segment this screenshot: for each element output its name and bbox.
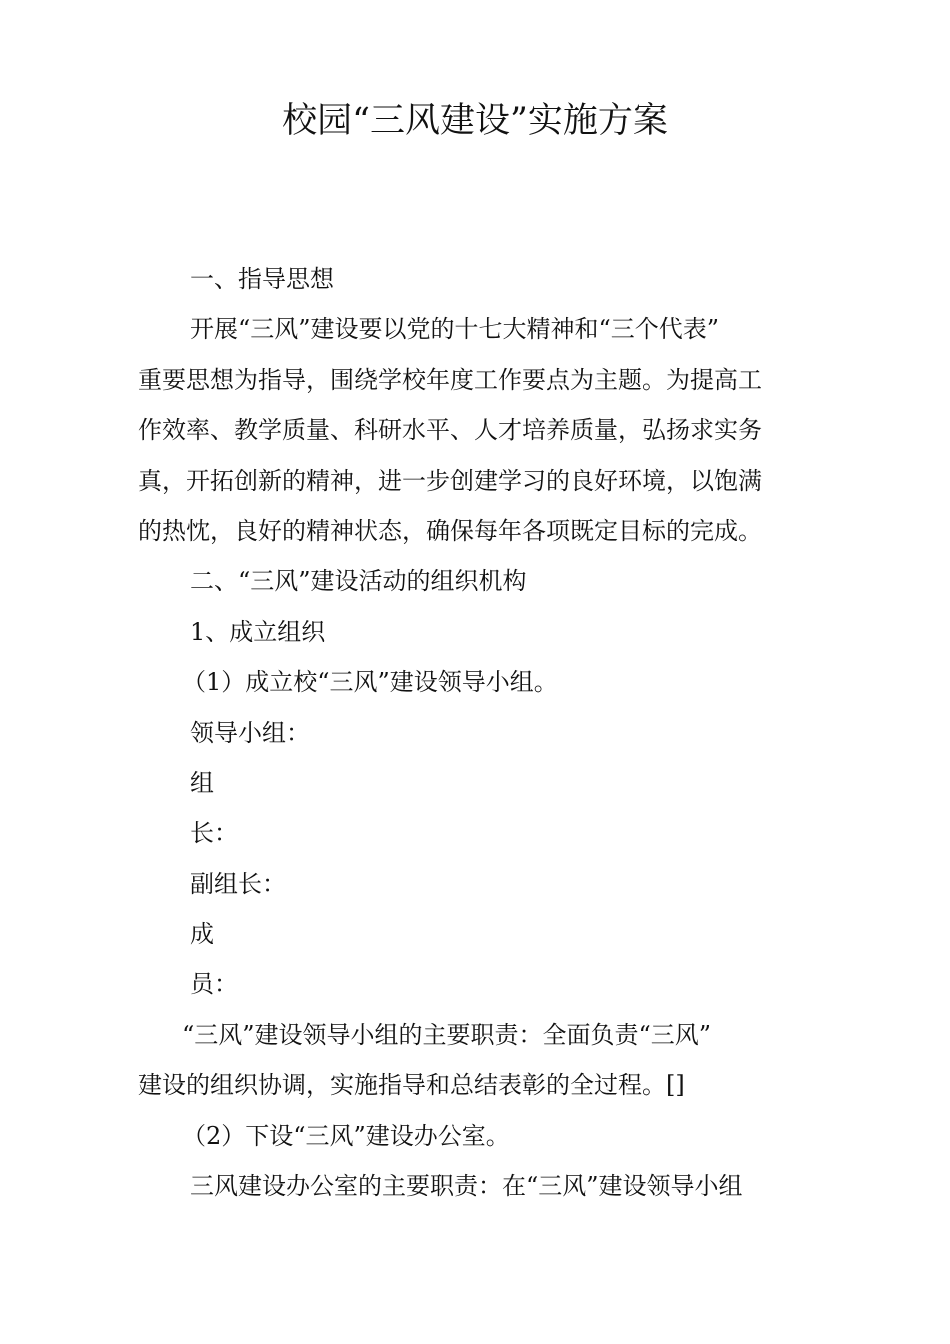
document-title: 校园“三风建设”实施方案 <box>282 101 668 141</box>
section-heading: 二、“三风”建设活动的组织机构 <box>190 567 527 596</box>
item-line: 长： <box>190 819 238 848</box>
paragraph-line: 真，开拓创新的精神，进一步创建学习的良好环境，以饱满 <box>138 466 762 495</box>
item-line: 副组长： <box>190 869 286 898</box>
item-line: 组 <box>190 768 214 797</box>
paragraph-line: 的热忱，良好的精神状态，确保每年各项既定目标的完成。 <box>138 516 762 545</box>
document-body <box>138 254 828 1211</box>
paragraph-line: 重要思想为指导，围绕学校年度工作要点为主题。为提高工 <box>138 365 762 394</box>
paragraph-line: “三风”建设领导小组的主要职责：全面负责“三风” <box>182 1020 712 1049</box>
section-heading: 一、指导思想 <box>190 265 334 293</box>
paragraph-line: 作效率、教学质量、科研水平、人才培养质量，弘扬求实务 <box>138 416 762 445</box>
subsection-heading: 1、成立组织 <box>190 617 326 646</box>
item-line: （2）下设“三风”建设办公室。 <box>182 1121 510 1150</box>
item-line: 领导小组： <box>190 718 310 747</box>
paragraph-line: 建设的组织协调，实施指导和总结表彰的全过程。[] <box>138 1071 685 1100</box>
item-line: 成 <box>190 920 214 949</box>
item-line: （1）成立校“三风”建设领导小组。 <box>182 668 558 697</box>
paragraph-line: 三风建设办公室的主要职责：在“三风”建设领导小组 <box>190 1172 743 1201</box>
paragraph-line: 开展“三风”建设要以党的十七大精神和“三个代表” <box>190 315 720 344</box>
item-line: 员： <box>190 970 238 999</box>
